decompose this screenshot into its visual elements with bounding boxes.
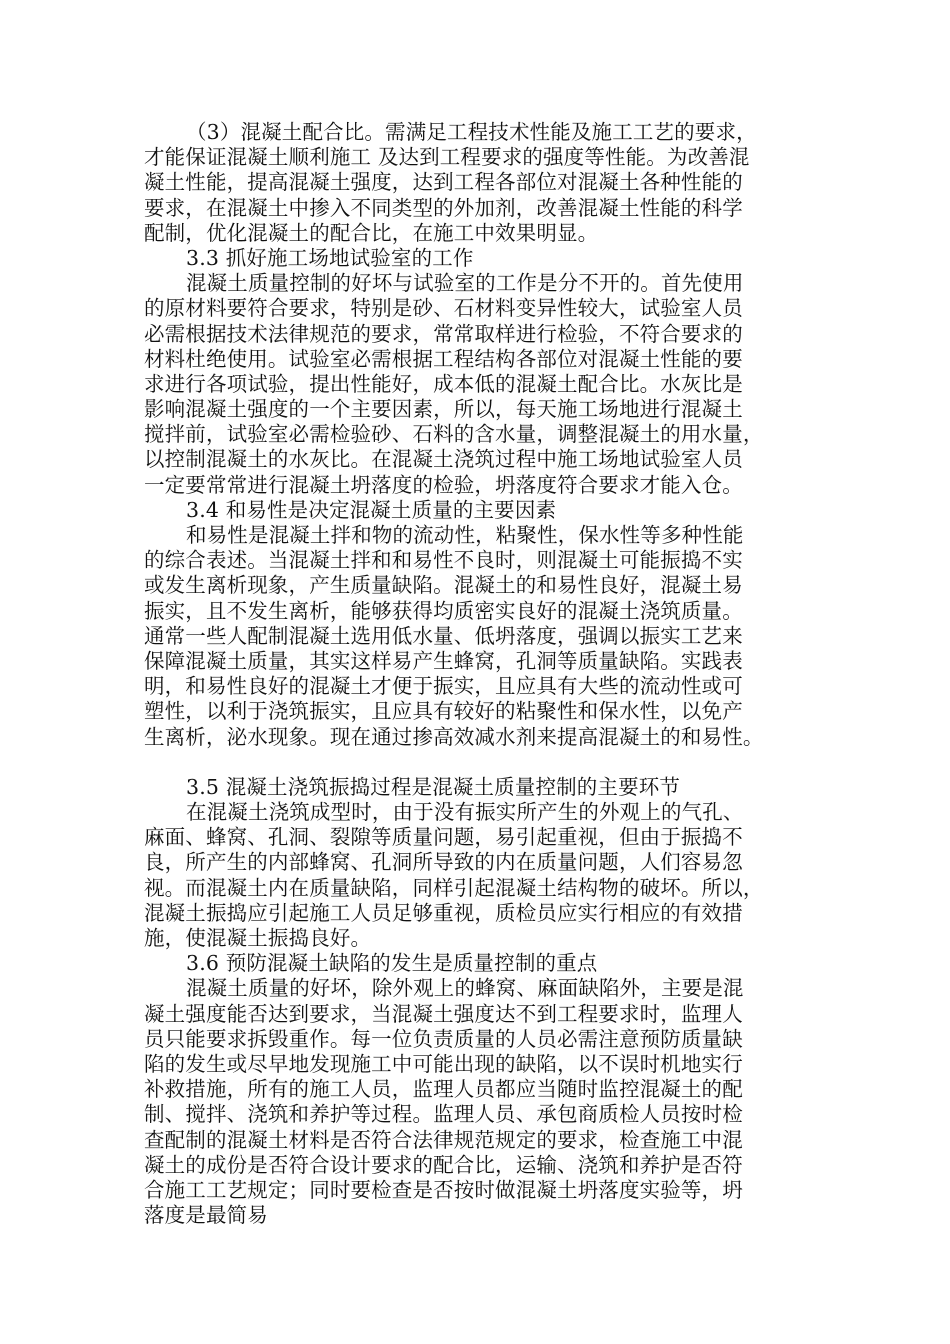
paragraph-line: 凝土性能，提高混凝土强度，达到工程各部位对混凝土各种性能的	[144, 170, 743, 195]
paragraph-line: 麻面、蜂窝、孔洞、裂隙等质量问题，易引起重视，但由于振捣不	[144, 825, 743, 850]
paragraph-line: 施，使混凝土振捣良好。	[144, 926, 372, 950]
paragraph-line: 材料杜绝使用。试验室必需根据工程结构各部位对混凝土性能的要	[144, 346, 743, 371]
section-heading: 3.3 抓好施工场地试验室的工作	[186, 245, 474, 270]
paragraph-line: 的综合表述。当混凝土拌和和易性不良时，则混凝土可能振捣不实	[144, 548, 743, 573]
paragraph-line: 员只能要求拆毁重作。每一位负责质量的人员必需注意预防质量缺	[144, 1026, 743, 1051]
paragraph-line: 影响混凝土强度的一个主要因素，所以，每天施工场地进行混凝土	[144, 397, 743, 422]
paragraph-line: 制、搅拌、浇筑和养护等过程。监理人员、承包商质检人员按时检	[144, 1102, 743, 1127]
paragraph-first-line: （3）混凝土配合比。需满足工程技术性能及施工工艺的要求，	[186, 120, 757, 144]
section-heading: 3.6 预防混凝土缺陷的发生是质量控制的重点	[186, 951, 598, 976]
paragraph-line: 一定要常常进行混凝土坍落度的检验，坍落度符合要求才能入仓。	[144, 472, 743, 497]
paragraph-line: 振实，且不发生离析，能够获得均质密实良好的混凝土浇筑质量。	[144, 598, 743, 623]
paragraph-line: 落度是最简易	[144, 1203, 268, 1228]
paragraph-line: 必需根据技术法律规范的要求，常常取样进行检验，不符合要求的	[144, 321, 743, 346]
paragraph-line: 通常一些人配制混凝土选用低水量、低坍落度，强调以振实工艺来	[144, 623, 743, 648]
paragraph-line: 视。而混凝土内在质量缺陷，同样引起混凝土结构物的破坏。所以，	[144, 875, 764, 900]
paragraph-line: 求进行各项试验，提出性能好，成本低的混凝土配合比。水灰比是	[144, 371, 743, 396]
paragraph-line: 明，和易性良好的混凝土才便于振实，且应具有大些的流动性或可	[144, 674, 743, 699]
paragraph-line: 才能保证混凝土顺利施工 及达到工程要求的强度等性能。为改善混	[144, 145, 750, 170]
paragraph-line: 的原材料要符合要求，特别是砂、石材料变异性较大，试验室人员	[144, 296, 743, 321]
paragraph-line: 凝土强度能否达到要求，当混凝土强度达不到工程要求时，监理人	[144, 1001, 743, 1026]
blank-line	[144, 750, 808, 775]
paragraph-line: 凝土的成份是否符合设计要求的配合比，运输、浇筑和养护是否符	[144, 1152, 743, 1177]
section-heading: 3.4 和易性是决定混凝土质量的主要因素	[186, 497, 557, 522]
paragraph-line: 陷的发生或尽早地发现施工中可能出现的缺陷，以不误时机地实行	[144, 1051, 743, 1076]
section-heading: 3.5 混凝土浇筑振捣过程是混凝土质量控制的主要环节	[186, 774, 681, 799]
paragraph-line: 合施工工艺规定；同时要检查是否按时做混凝土坍落度实验等，坍	[144, 1177, 743, 1202]
paragraph-first-line: 混凝土质量的好坏，除外观上的蜂窝、麻面缺陷外，主要是混	[186, 976, 744, 1001]
paragraph-line: 补救措施，所有的施工人员，监理人员都应当随时监控混凝土的配	[144, 1077, 743, 1102]
paragraph-line: 生离析，泌水现象。现在通过掺高效减水剂来提高混凝土的和易性。	[144, 724, 764, 749]
paragraph-line: 要求，在混凝土中掺入不同类型的外加剂，改善混凝土性能的科学	[144, 195, 743, 220]
paragraph-first-line: 和易性是混凝土拌和物的流动性，粘聚性，保水性等多种性能	[186, 523, 744, 547]
paragraph-line: 保障混凝土质量，其实这样易产生蜂窝，孔洞等质量缺陷。实践表	[144, 648, 743, 673]
paragraph-line: 或发生离析现象，产生质量缺陷。混凝土的和易性良好，混凝土易	[144, 573, 743, 598]
paragraph-line: 搅拌前，试验室必需检验砂、石料的含水量，调整混凝土的用水量，	[144, 422, 764, 447]
paragraph-line: 以控制混凝土的水灰比。在混凝土浇筑过程中施工场地试验室人员	[144, 447, 743, 472]
paragraph-first-line: 在混凝土浇筑成型时，由于没有振实所产生的外观上的气孔、	[186, 800, 744, 825]
paragraph-first-line: 混凝土质量控制的好坏与试验室的工作是分不开的。首先使用	[186, 271, 744, 296]
paragraph-line: 塑性，以利于浇筑振实，且应具有较好的粘聚性和保水性，以免产	[144, 699, 743, 724]
paragraph-line: 混凝土振捣应引起施工人员足够重视，质检员应实行相应的有效措	[144, 900, 743, 925]
paragraph-line: 良，所产生的内部蜂窝、孔洞所导致的内在质量问题，人们容易忽	[144, 850, 743, 875]
paragraph-line: 查配制的混凝土材料是否符合法律规范规定的要求，检查施工中混	[144, 1127, 743, 1152]
paragraph-line: 配制，优化混凝土的配合比，在施工中效果明显。	[144, 220, 599, 245]
document-page	[144, 120, 808, 1228]
